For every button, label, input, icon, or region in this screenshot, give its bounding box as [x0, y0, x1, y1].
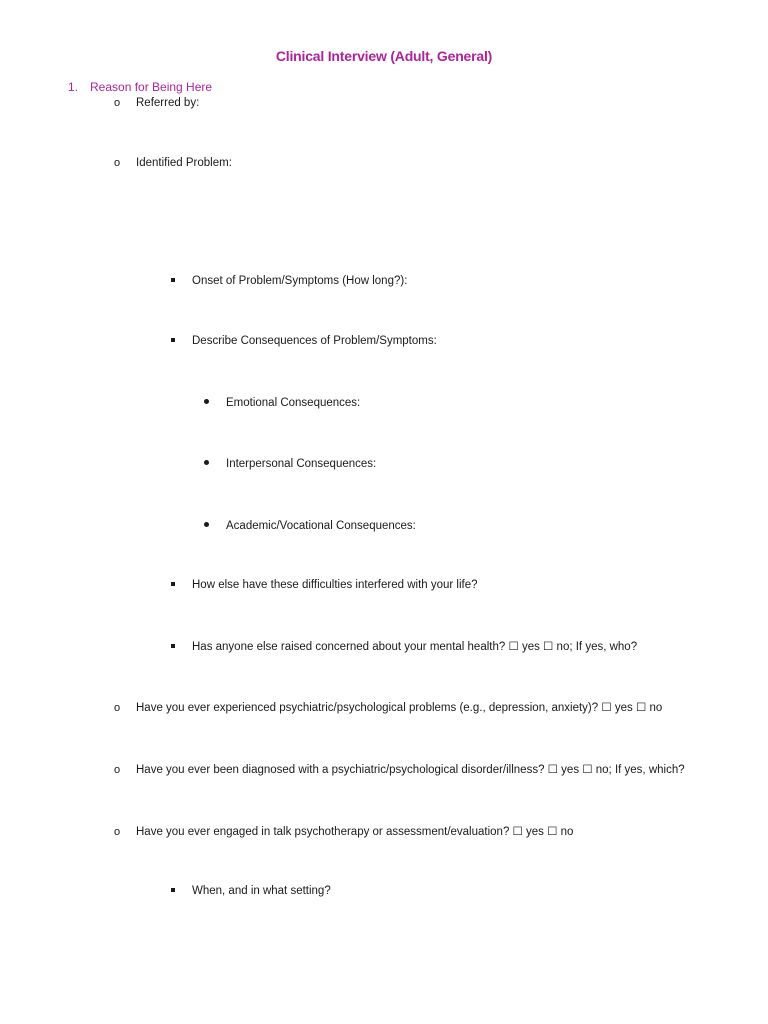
circle-bullet-icon: o: [114, 97, 121, 109]
onset-label: Onset of Problem/Symptoms (How long?):: [192, 275, 408, 287]
document-title: Clinical Interview (Adult, General): [275, 48, 493, 64]
section-number: 1.: [68, 80, 79, 94]
raised-concern-question: Has anyone else raised concerned about your mental health? ☐ yes ☐ no; If yes, who?: [192, 641, 638, 653]
interpersonal-consequences-label: Interpersonal Consequences:: [226, 458, 377, 470]
circle-bullet-icon: o: [114, 157, 121, 169]
circle-bullet-icon: o: [114, 702, 121, 714]
interfered-label: How else have these difficulties interfered with your life?: [192, 579, 478, 591]
diagnosed-question: Have you ever been diagnosed with a psychiatric/psychological disorder/illness? ☐ yes ☐ no; If yes, which?: [136, 764, 685, 776]
academic-consequences-label: Academic/Vocational Consequences:: [226, 520, 416, 532]
emotional-consequences-label: Emotional Consequences:: [226, 397, 361, 409]
circle-bullet-icon: o: [114, 764, 121, 776]
circle-bullet-icon: o: [114, 826, 121, 838]
identified-problem-label: Identified Problem:: [136, 157, 232, 169]
consequences-label: Describe Consequences of Problem/Symptoms:: [192, 335, 437, 347]
when-setting-question: When, and in what setting?: [192, 885, 331, 897]
psychotherapy-question: Have you ever engaged in talk psychotherapy or assessment/evaluation? ☐ yes ☐ no: [136, 826, 574, 838]
referred-by-label: Referred by:: [136, 97, 200, 109]
experienced-problems-question: Have you ever experienced psychiatric/psychological problems (e.g., depression, anxiety)? ☐ yes ☐ no: [136, 702, 663, 714]
section-heading: Reason for Being Here: [90, 80, 213, 94]
